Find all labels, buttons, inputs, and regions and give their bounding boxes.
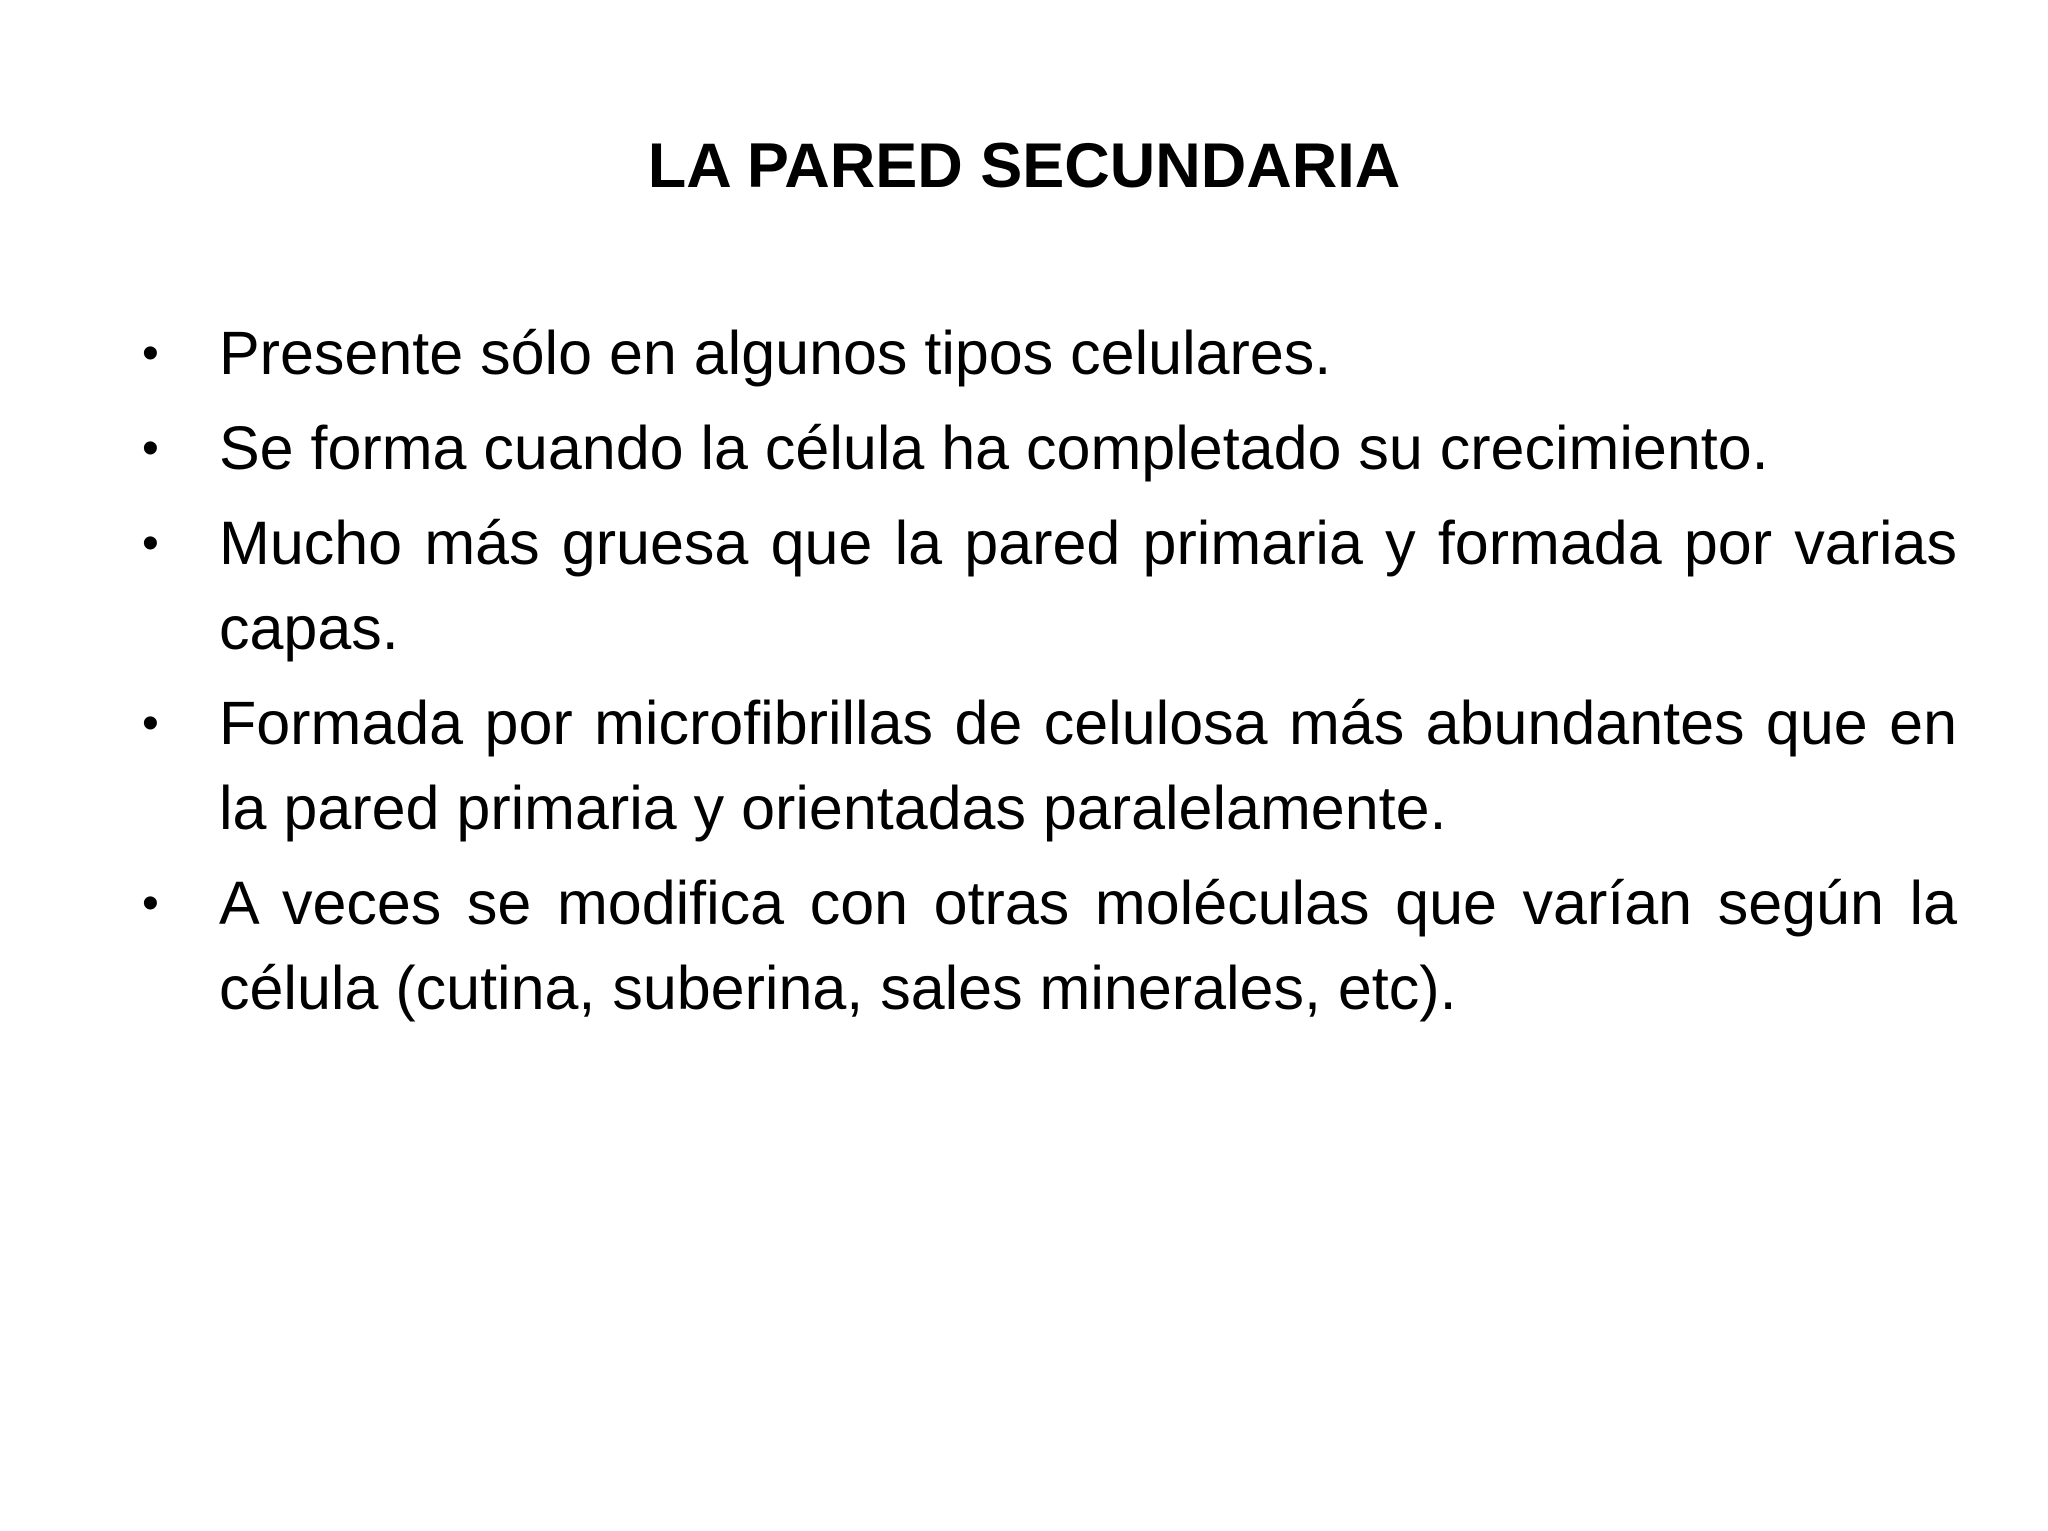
slide-title: LA PARED SECUNDARIA (647, 131, 1401, 201)
bullet-dot-icon: • (142, 422, 159, 475)
bullet-item (142, 501, 1957, 671)
bullet-dot-icon: • (142, 697, 159, 750)
bullet-item (142, 861, 1957, 1031)
bullet-text: Presente sólo en algunos tipos celulares. (219, 319, 1332, 387)
bullet-item (142, 406, 1957, 491)
bullet-dot-icon: • (142, 327, 159, 380)
bullet-text: Formada por microfibrillas de celulosa más abundantes que en la pared primaria y orientadas paralelamente. (219, 689, 1957, 842)
bullet-dot-icon: • (142, 877, 159, 930)
bullet-text: Se forma cuando la célula ha completado su crecimiento. (219, 414, 1769, 482)
bullet-dot-icon: • (142, 517, 159, 570)
bullet-text: A veces se modifica con otras moléculas que varían según la célula (cutina, suberina, sales minerales, etc). (219, 869, 1957, 1022)
bullet-item (142, 681, 1957, 851)
bullet-item (142, 311, 1957, 396)
bullet-list (142, 311, 1957, 1041)
bullet-text: Mucho más gruesa que la pared primaria y formada por varias capas. (219, 509, 1957, 662)
